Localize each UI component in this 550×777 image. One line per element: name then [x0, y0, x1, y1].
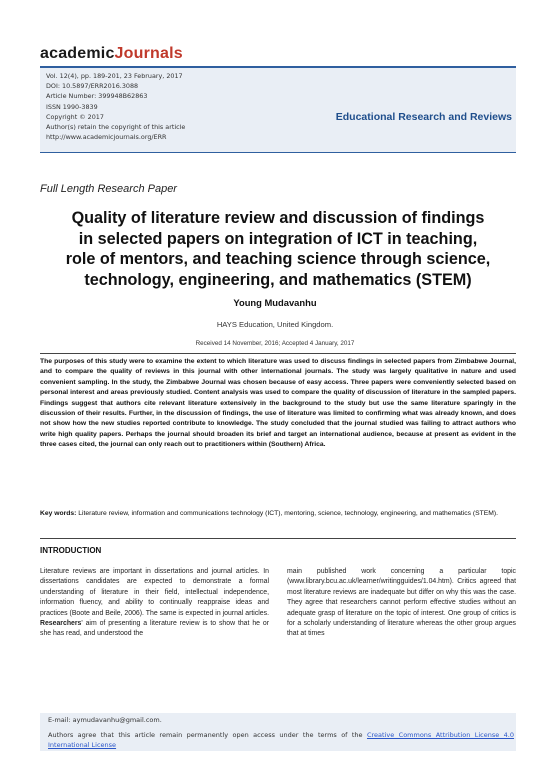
intro-left-bold: Researchers — [40, 620, 82, 628]
keywords-bottom-rule — [40, 538, 516, 539]
author-name: Young Mudavanhu — [233, 297, 317, 308]
license-link[interactable]: Creative Commons Attribution License 4.0 International License — [48, 731, 515, 749]
author-email: E-mail: aymudavanhu@gmail.com. — [48, 716, 162, 724]
introduction-left-column — [40, 567, 269, 640]
logo-text-academic: academic — [40, 45, 115, 62]
journal-name: Educational Research and Reviews — [335, 111, 512, 123]
keywords-text: Literature review, information and communications technology (ICT), mentoring, science, technology, engineering, and mathematics (STEM). — [78, 510, 498, 517]
abstract: The purposes of this study were to examine the extent to which literature was used to discuss findings in selected papers from Zimbabwe Journal, and to compare the quality of reviews in this journal with other international journals. The study was largely qualitative in nature and used convenient sampling. In the study, the Zimbabwe Journal was chosen because of easy access. Three papers were conveniently selected based on personal interest and areas previously studied. Content analysis was used to compare the quality of discussion of literature in the sampled papers. Findings suggest that authors cite relevant literature extensively in the background to the study but use the same literature sparingly in the discussion of their results. Further, in the discussion of findings, the use of literature was limited to confirming what was already known, and does not show how the new studies reported contribute to knowledge. The study concluded that the journal studied was failing to attract authors who write high quality papers. Perhaps the journal should broaden its brief and target an international audience, because at present as evident in the three cases cited, the journal can only reach out to practitioners within (Southern) Africa. — [40, 358, 516, 449]
meta-copyright: Copyright © 2017 — [46, 112, 104, 121]
received-accepted-dates: Received 14 November, 2016; Accepted 4 January, 2017 — [195, 340, 355, 347]
title-line: Quality of literature review and discussion of findings — [71, 209, 485, 227]
paper-type: Full Length Research Paper — [40, 183, 177, 195]
title-line: technology, engineering, and mathematics (STEM) — [84, 270, 472, 289]
title-line: in selected papers on integration of ICT in teaching, — [78, 229, 478, 248]
keywords-label: Key words: — [40, 510, 77, 517]
footer-box — [40, 713, 516, 751]
meta-volume: Vol. 12(4), pp. 189-201, 23 February, 2017 — [46, 72, 183, 80]
meta-article-number: Article Number: 399948B62863 — [46, 92, 148, 101]
intro-left-text: Literature reviews are important in dissertations and journal articles. In dissertations candidates are expected to demonstrate a formal understanding of literature in their field, intellectual independence, information fluency, and ability to continually reappraise ideas and practices (Boote and Beile, 2006). The same is expected in journal articles. — [40, 568, 269, 617]
meta-issn: ISSN 1990-3839 — [46, 102, 98, 111]
license-notice — [48, 731, 514, 750]
paper-title — [30, 208, 526, 290]
introduction-heading: INTRODUCTION — [40, 546, 102, 555]
abstract-top-rule — [40, 353, 516, 354]
meta-rights: Author(s) retain the copyright of this article — [46, 123, 186, 132]
logo-text-journals: Journals — [114, 45, 183, 62]
keywords — [40, 509, 516, 519]
introduction-right-column: main published work concerning a particular topic (www.library.bcu.ac.uk/learner/writingguides/1.04.htm). Critics agreed that most literature reviews are inadequate but differ on why this was the case. They agree that researchers cannot perform effective studies without an adequate grasp of literature on the topic of interest. One group of critics is for a scholarly understanding of literature whereas the other group argues that at times — [287, 568, 516, 638]
title-line: role of mentors, and teaching science through science, — [65, 250, 491, 268]
meta-url[interactable]: http://www.academicjournals.org/ERR — [46, 133, 167, 142]
journal-logo — [40, 45, 183, 63]
meta-doi: DOI: 10.5897/ERR2016.3088 — [46, 82, 139, 91]
license-text: Authors agree that this article remain permanently open access under the terms of the — [48, 731, 367, 739]
intro-left-text-cont: ' aim of presenting a literature review is to show that he or she has read, and understood the — [40, 620, 269, 638]
article-meta-box — [40, 66, 516, 153]
author-affiliation: HAYS Education, United Kingdom. — [216, 320, 334, 329]
meta-lines — [46, 71, 185, 142]
